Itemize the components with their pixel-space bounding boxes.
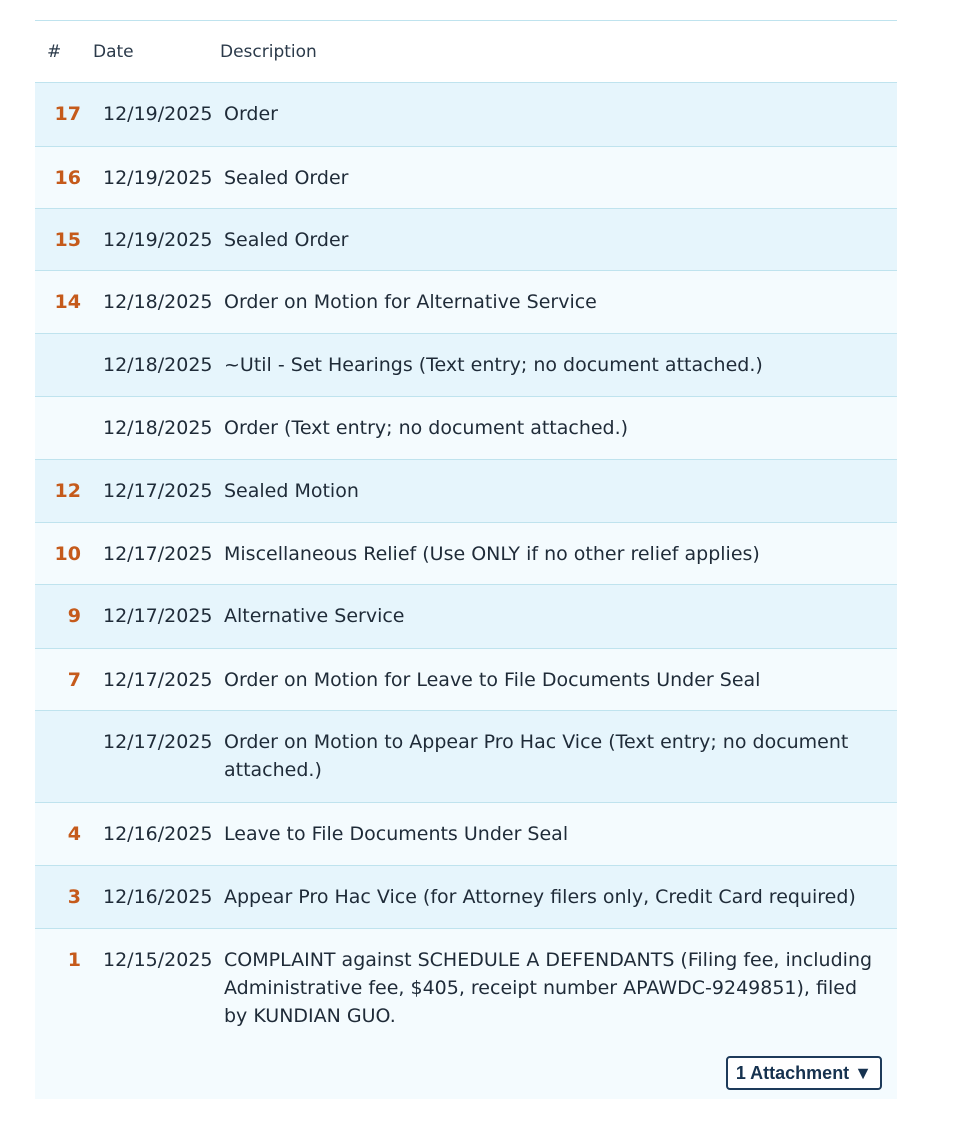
entry-date: 12/16/2025 — [103, 886, 213, 908]
table-row[interactable] — [35, 271, 897, 334]
entry-date: 12/17/2025 — [103, 543, 213, 565]
entry-date: 12/19/2025 — [103, 103, 213, 125]
entry-date: 12/16/2025 — [103, 823, 213, 845]
table-row[interactable] — [35, 803, 897, 866]
entry-date: 12/18/2025 — [103, 291, 213, 313]
entry-description: Alternative Service — [224, 605, 405, 627]
table-row[interactable] — [35, 929, 897, 1099]
entry-date: 12/17/2025 — [103, 669, 213, 691]
entry-date: 12/18/2025 — [103, 417, 213, 439]
table-row[interactable] — [35, 397, 897, 460]
entry-number[interactable]: 10 — [54, 543, 81, 565]
entry-number[interactable]: 12 — [54, 480, 81, 502]
entry-date: 12/17/2025 — [103, 605, 213, 627]
table-row[interactable] — [35, 711, 897, 803]
table-row[interactable] — [35, 209, 897, 271]
table-row[interactable] — [35, 83, 897, 147]
entry-number[interactable]: 4 — [67, 823, 81, 845]
docket-table — [35, 20, 897, 1099]
entry-description: Order on Motion to Appear Pro Hac Vice (Text entry; no document attached.) — [224, 731, 849, 781]
entry-date: 12/17/2025 — [103, 731, 213, 753]
entry-number[interactable]: 3 — [67, 886, 81, 908]
entry-number[interactable]: 1 — [67, 949, 81, 971]
entry-description: Appear Pro Hac Vice (for Attorney filers only, Credit Card required) — [224, 886, 856, 908]
entry-description: Leave to File Documents Under Seal — [224, 823, 569, 845]
table-row[interactable] — [35, 334, 897, 397]
table-row[interactable] — [35, 460, 897, 523]
entry-description: Order — [224, 103, 278, 125]
entry-date: 12/19/2025 — [103, 229, 213, 251]
table-row[interactable] — [35, 649, 897, 711]
entry-number[interactable]: 14 — [54, 291, 81, 313]
table-header — [35, 21, 897, 83]
entry-description: COMPLAINT against SCHEDULE A DEFENDANTS (Filing fee, including Administrative fee, $405, receipt number APAWDC-9249851), filed by KUNDIAN GUO. — [224, 949, 873, 1027]
entry-description: Order on Motion for Leave to File Documents Under Seal — [224, 669, 761, 691]
entry-number[interactable]: 17 — [54, 103, 81, 125]
entry-number[interactable]: 16 — [54, 167, 81, 189]
table-row[interactable] — [35, 523, 897, 585]
entry-date: 12/19/2025 — [103, 167, 213, 189]
table-row[interactable] — [35, 147, 897, 209]
entry-description: Sealed Order — [224, 167, 349, 189]
entry-description: Order (Text entry; no document attached.) — [224, 417, 629, 439]
entry-number[interactable]: 15 — [54, 229, 81, 251]
header-date: Date — [93, 41, 134, 62]
entry-description: Order on Motion for Alternative Service — [224, 291, 597, 313]
table-row[interactable] — [35, 585, 897, 649]
attachments-dropdown-button[interactable]: 1 Attachment ▼ — [726, 1056, 882, 1090]
entry-number[interactable]: 7 — [67, 669, 81, 691]
entry-date: 12/18/2025 — [103, 354, 213, 376]
entry-description: Miscellaneous Relief (Use ONLY if no other relief applies) — [224, 543, 760, 565]
entry-description: Sealed Motion — [224, 480, 359, 502]
header-number: # — [47, 41, 62, 62]
entry-date: 12/15/2025 — [103, 949, 213, 971]
table-row[interactable] — [35, 866, 897, 929]
attachment-container — [35, 1056, 897, 1090]
header-description: Description — [220, 41, 317, 62]
entry-number[interactable]: 9 — [67, 605, 81, 627]
entry-description: Sealed Order — [224, 229, 349, 251]
entry-date: 12/17/2025 — [103, 480, 213, 502]
entry-description: ~Util - Set Hearings (Text entry; no document attached.) — [224, 354, 763, 376]
